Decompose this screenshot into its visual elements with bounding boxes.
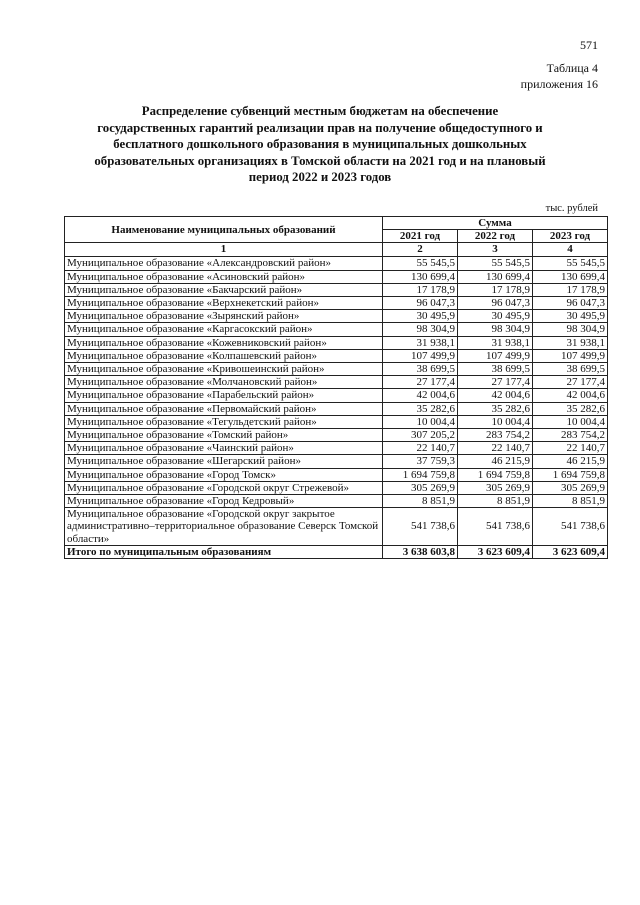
- row-name: Муниципальное образование «Город Кедровый»: [65, 495, 383, 508]
- value-2022: 10 004,4: [458, 415, 533, 428]
- table-row: [65, 442, 608, 455]
- value-2022: 130 699,4: [458, 270, 533, 283]
- value-2023: 35 282,6: [533, 402, 608, 415]
- table-row: [65, 468, 608, 481]
- value-2023: 98 304,9: [533, 323, 608, 336]
- header-year-2021: 2021 год: [383, 230, 458, 243]
- value-2023: 46 215,9: [533, 455, 608, 468]
- header-row: [65, 217, 608, 230]
- value-2022: 8 851,9: [458, 495, 533, 508]
- table-row: [65, 323, 608, 336]
- value-2021: 305 269,9: [383, 481, 458, 494]
- total-row: [65, 545, 608, 558]
- total-label: Итого по муниципальным образованиям: [65, 545, 383, 558]
- row-name: Муниципальное образование «Молчановский район»: [65, 376, 383, 389]
- table-row: [65, 415, 608, 428]
- value-2022: 1 694 759,8: [458, 468, 533, 481]
- value-2023: 107 499,9: [533, 349, 608, 362]
- row-name: Муниципальное образование «Городской округ закрытое административно–территориальное образование Северск Томской области»: [65, 508, 383, 546]
- value-2021: 98 304,9: [383, 323, 458, 336]
- table-row: [65, 389, 608, 402]
- value-2023: 130 699,4: [533, 270, 608, 283]
- value-2021: 38 699,5: [383, 363, 458, 376]
- total-2021: 3 638 603,8: [383, 545, 458, 558]
- table-row: [65, 363, 608, 376]
- value-2022: 107 499,9: [458, 349, 533, 362]
- row-name: Муниципальное образование «Первомайский район»: [65, 402, 383, 415]
- table-reference-line2: приложения 16: [520, 77, 598, 91]
- header-name: Наименование муниципальных образований: [65, 217, 383, 243]
- table-row: [65, 429, 608, 442]
- table-reference-line1: Таблица 4: [546, 61, 598, 75]
- value-2021: 35 282,6: [383, 402, 458, 415]
- value-2021: 307 205,2: [383, 429, 458, 442]
- value-2023: 55 545,5: [533, 257, 608, 270]
- column-index: 2: [383, 243, 458, 257]
- table-row: [65, 508, 608, 546]
- value-2023: 283 754,2: [533, 429, 608, 442]
- table-row: [65, 283, 608, 296]
- value-2022: 22 140,7: [458, 442, 533, 455]
- value-2023: 42 004,6: [533, 389, 608, 402]
- column-index-row: [65, 243, 608, 257]
- row-name: Муниципальное образование «Томский район»: [65, 429, 383, 442]
- value-2022: 38 699,5: [458, 363, 533, 376]
- value-2022: 98 304,9: [458, 323, 533, 336]
- value-2022: 541 738,6: [458, 508, 533, 546]
- value-2021: 22 140,7: [383, 442, 458, 455]
- value-2023: 10 004,4: [533, 415, 608, 428]
- units-label: тыс. рублей: [545, 203, 598, 214]
- header-year-2022: 2022 год: [458, 230, 533, 243]
- value-2021: 1 694 759,8: [383, 468, 458, 481]
- row-name: Муниципальное образование «Верхнекетский район»: [65, 297, 383, 310]
- row-name: Муниципальное образование «Зырянский район»: [65, 310, 383, 323]
- document-title: [80, 103, 560, 186]
- row-name: Муниципальное образование «Александровский район»: [65, 257, 383, 270]
- table-row: [65, 349, 608, 362]
- row-name: Муниципальное образование «Колпашевский район»: [65, 349, 383, 362]
- value-2023: 30 495,9: [533, 310, 608, 323]
- table-row: [65, 297, 608, 310]
- column-index: 3: [458, 243, 533, 257]
- value-2021: 96 047,3: [383, 297, 458, 310]
- total-2022: 3 623 609,4: [458, 545, 533, 558]
- row-name: Муниципальное образование «Кривошеинский район»: [65, 363, 383, 376]
- value-2021: 541 738,6: [383, 508, 458, 546]
- header-sum: Сумма: [383, 217, 608, 230]
- table-row: [65, 310, 608, 323]
- value-2023: 38 699,5: [533, 363, 608, 376]
- table-row: [65, 495, 608, 508]
- header-year-2023: 2023 год: [533, 230, 608, 243]
- value-2022: 30 495,9: [458, 310, 533, 323]
- total-2023: 3 623 609,4: [533, 545, 608, 558]
- value-2022: 42 004,6: [458, 389, 533, 402]
- title-line: период 2022 и 2023 годов: [248, 170, 392, 185]
- value-2021: 130 699,4: [383, 270, 458, 283]
- value-2023: 305 269,9: [533, 481, 608, 494]
- row-name: Муниципальное образование «Кожевниковский район»: [65, 336, 383, 349]
- value-2022: 17 178,9: [458, 283, 533, 296]
- value-2021: 30 495,9: [383, 310, 458, 323]
- value-2022: 27 177,4: [458, 376, 533, 389]
- row-name: Муниципальное образование «Асиновский район»: [65, 270, 383, 283]
- value-2023: 31 938,1: [533, 336, 608, 349]
- value-2022: 31 938,1: [458, 336, 533, 349]
- title-line: бесплатного дошкольного образования в муниципальных дошкольных: [113, 137, 527, 152]
- table-row: [65, 376, 608, 389]
- value-2021: 55 545,5: [383, 257, 458, 270]
- value-2022: 283 754,2: [458, 429, 533, 442]
- table-row: [65, 257, 608, 270]
- column-index: 4: [533, 243, 608, 257]
- row-name: Муниципальное образование «Шегарский район»: [65, 455, 383, 468]
- value-2022: 55 545,5: [458, 257, 533, 270]
- value-2022: 96 047,3: [458, 297, 533, 310]
- page-number: 571: [580, 38, 598, 52]
- value-2023: 17 178,9: [533, 283, 608, 296]
- value-2023: 27 177,4: [533, 376, 608, 389]
- row-name: Муниципальное образование «Бакчарский район»: [65, 283, 383, 296]
- column-index: 1: [65, 243, 383, 257]
- value-2023: 1 694 759,8: [533, 468, 608, 481]
- table-row: [65, 336, 608, 349]
- table-row: [65, 455, 608, 468]
- value-2021: 8 851,9: [383, 495, 458, 508]
- value-2023: 8 851,9: [533, 495, 608, 508]
- title-line: образовательных организациях в Томской области на 2021 год и на плановый: [94, 153, 546, 168]
- value-2023: 22 140,7: [533, 442, 608, 455]
- table-reference: [521, 60, 598, 92]
- subsidy-table: [64, 216, 608, 559]
- value-2021: 107 499,9: [383, 349, 458, 362]
- row-name: Муниципальное образование «Чаинский район»: [65, 442, 383, 455]
- value-2021: 27 177,4: [383, 376, 458, 389]
- table-body: [65, 257, 608, 559]
- row-name: Муниципальное образование «Каргасокский район»: [65, 323, 383, 336]
- value-2021: 17 178,9: [383, 283, 458, 296]
- row-name: Муниципальное образование «Городской округ Стрежевой»: [65, 481, 383, 494]
- title-line: Распределение субвенций местным бюджетам на обеспечение: [141, 104, 499, 118]
- table-row: [65, 270, 608, 283]
- value-2021: 10 004,4: [383, 415, 458, 428]
- value-2021: 42 004,6: [383, 389, 458, 402]
- table-row: [65, 481, 608, 494]
- value-2022: 46 215,9: [458, 455, 533, 468]
- title-line: государственных гарантий реализации прав на получение общедоступного и: [97, 120, 543, 135]
- value-2021: 37 759,3: [383, 455, 458, 468]
- value-2022: 35 282,6: [458, 402, 533, 415]
- row-name: Муниципальное образование «Парабельский район»: [65, 389, 383, 402]
- value-2023: 96 047,3: [533, 297, 608, 310]
- value-2021: 31 938,1: [383, 336, 458, 349]
- value-2022: 305 269,9: [458, 481, 533, 494]
- row-name: Муниципальное образование «Город Томск»: [65, 468, 383, 481]
- row-name: Муниципальное образование «Тегульдетский район»: [65, 415, 383, 428]
- value-2023: 541 738,6: [533, 508, 608, 546]
- table-row: [65, 402, 608, 415]
